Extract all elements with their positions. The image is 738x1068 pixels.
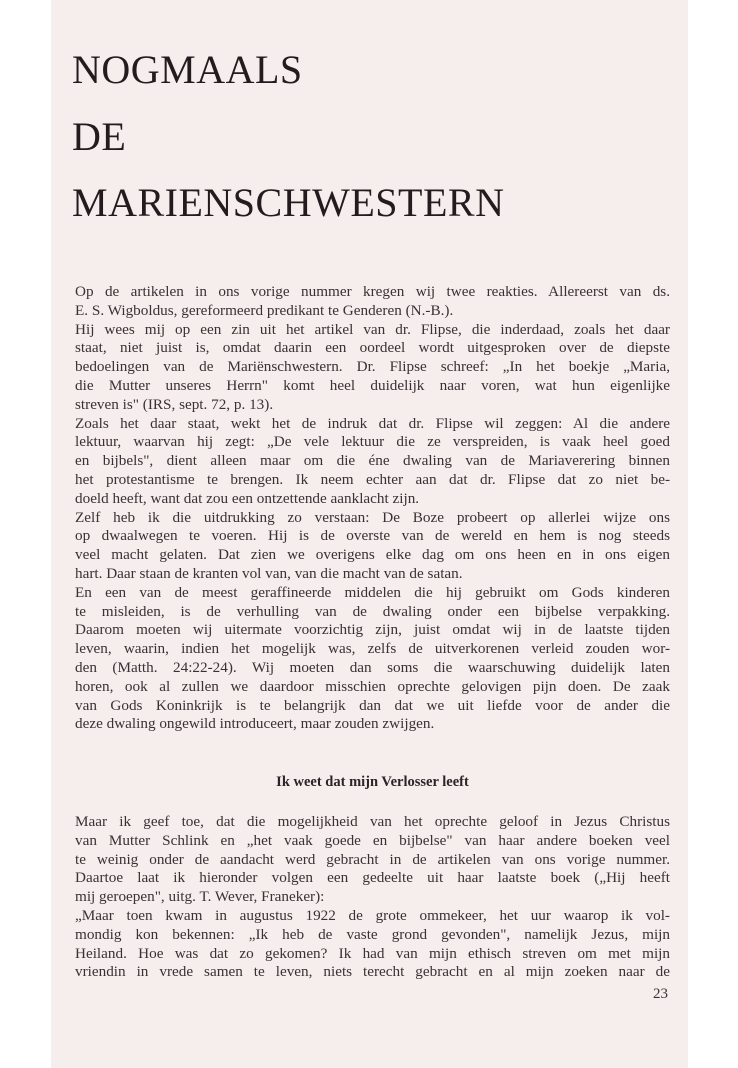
paragraph bbox=[75, 813, 670, 907]
text-line: Op de artikelen in ons vorige nummer kregen wij twee reakties. Allereerst van ds. bbox=[75, 283, 670, 300]
text-line: Heiland. Hoe was dat zo gekomen? Ik had van mijn ethisch streven om met mijn bbox=[75, 944, 670, 962]
article-title-line-1: NOGMAALS bbox=[72, 47, 303, 92]
text-line: te weinig onder de aandacht werd gebracht in de artikelen van ons vorige nummer. bbox=[75, 850, 670, 868]
text-line: vriendin in vrede samen te leven, niets terecht gebracht en al mijn zoeken naar de bbox=[75, 963, 670, 981]
text-line: staat, niet juist is, omdat daarin een oordeel wordt uitgesproken over de diepste bbox=[75, 339, 670, 357]
paragraph bbox=[75, 509, 670, 584]
article-title-line-2: DE bbox=[72, 114, 127, 159]
article-body-section-1 bbox=[75, 283, 670, 734]
text-line: van Gods Koninkrijk is te belangrijk dan dat we uit liefde voor de ander die bbox=[75, 696, 670, 714]
text-line: die Mutter unseres Herrn" komt heel duidelijk naar voren, wat hun eigenlijke bbox=[75, 376, 670, 394]
text-line: te misleiden, is de verhulling van de dwaling onder een bijbelse verpakking. bbox=[75, 602, 670, 620]
paragraph bbox=[75, 584, 670, 734]
text-line: Maar ik geef toe, dat die mogelijkheid van het oprechte geloof in Jezus Christus bbox=[75, 813, 670, 830]
text-line: Hij wees mij op een zin uit het artikel van dr. Flipse, die inderdaad, zoals het daar bbox=[75, 320, 670, 338]
text-line: mondig kon bekennen: „Ik heb de vaste grond gevonden", namelijk Jezus, mijn bbox=[75, 925, 670, 943]
text-line: lektuur, waarvan hij zegt: „De vele lektuur die ze verspreiden, is vaak heel goed bbox=[75, 433, 670, 451]
text-line: „Maar toen kwam in augustus 1922 de grote ommekeer, het uur waarop ik vol- bbox=[75, 906, 670, 924]
text-line: streven is" (IRS, sept. 72, p. 13). bbox=[75, 395, 274, 413]
article-title-line-3: MARIENSCHWESTERN bbox=[72, 180, 505, 225]
text-line: mij geroepen", uitg. T. Wever, Franeker): bbox=[75, 888, 325, 906]
article-body-section-2 bbox=[75, 813, 670, 982]
paragraph bbox=[75, 321, 670, 415]
text-line: bedoelingen van de Mariënschwestern. Dr. Flipse schreef: „In het boekje „Maria, bbox=[75, 358, 670, 376]
text-line: horen, ook al zullen we daardoor misschien oprechte gelovigen pijn doen. De zaak bbox=[75, 677, 670, 695]
text-line: het protestantisme te brengen. Ik neem echter aan dat dr. Flipse dat zo niet be- bbox=[75, 470, 670, 488]
text-line: En een van de meest geraffineerde middelen die hij gebruikt om Gods kinderen bbox=[75, 583, 670, 601]
text-line: Daartoe laat ik hieronder volgen een gedeelte uit haar laatste boek („Hij heeft bbox=[75, 869, 670, 887]
text-line: veel macht gelaten. Dat zien we overigens elke dag om ons heen en in ons eigen bbox=[75, 546, 670, 564]
paragraph bbox=[75, 283, 670, 321]
text-line: den (Matth. 24:22-24). Wij moeten dan soms die waarschuwing duidelijk laten bbox=[75, 658, 670, 676]
paragraph bbox=[75, 907, 670, 982]
paragraph bbox=[75, 415, 670, 509]
text-line: en bijbels", dient alleen maar om die éne dwaling van de Mariaverering binnen bbox=[75, 452, 670, 470]
text-line: Zelf heb ik die uitdrukking zo verstaan: De Boze probeert op allerlei wijze ons bbox=[75, 508, 670, 526]
text-line: van Mutter Schlink en „het vaak goede en bijbelse" van haar andere boeken veel bbox=[75, 831, 670, 849]
section-heading: Ik weet dat mijn Verlosser leeft bbox=[276, 774, 469, 790]
text-line: doeld heeft, want dat zou een ontzettende aanklacht zijn. bbox=[75, 489, 420, 507]
text-line: Daarom moeten wij uitermate voorzichtig zijn, juist omdat wij in de laatste tijden bbox=[75, 621, 670, 639]
text-line: Zoals het daar staat, wekt het de indruk dat dr. Flipse wil zeggen: Al die andere bbox=[75, 414, 670, 432]
text-line: hart. Daar staan de kranten vol van, van die macht van de satan. bbox=[75, 564, 463, 582]
page-number: 23 bbox=[653, 986, 668, 1002]
text-line: leven, waarin, indien het mogelijk was, zelfs de uitverkorenen verleid zouden wor- bbox=[75, 640, 670, 658]
text-line: deze dwaling ongewild introduceert, maar zouden zwijgen. bbox=[75, 715, 435, 733]
text-line: E. S. Wigboldus, gereformeerd predikant te Genderen (N.-B.). bbox=[75, 301, 454, 319]
text-line: op dwaalwegen te voeren. Hij is de overste van de wereld en hem is nog steeds bbox=[75, 527, 670, 545]
